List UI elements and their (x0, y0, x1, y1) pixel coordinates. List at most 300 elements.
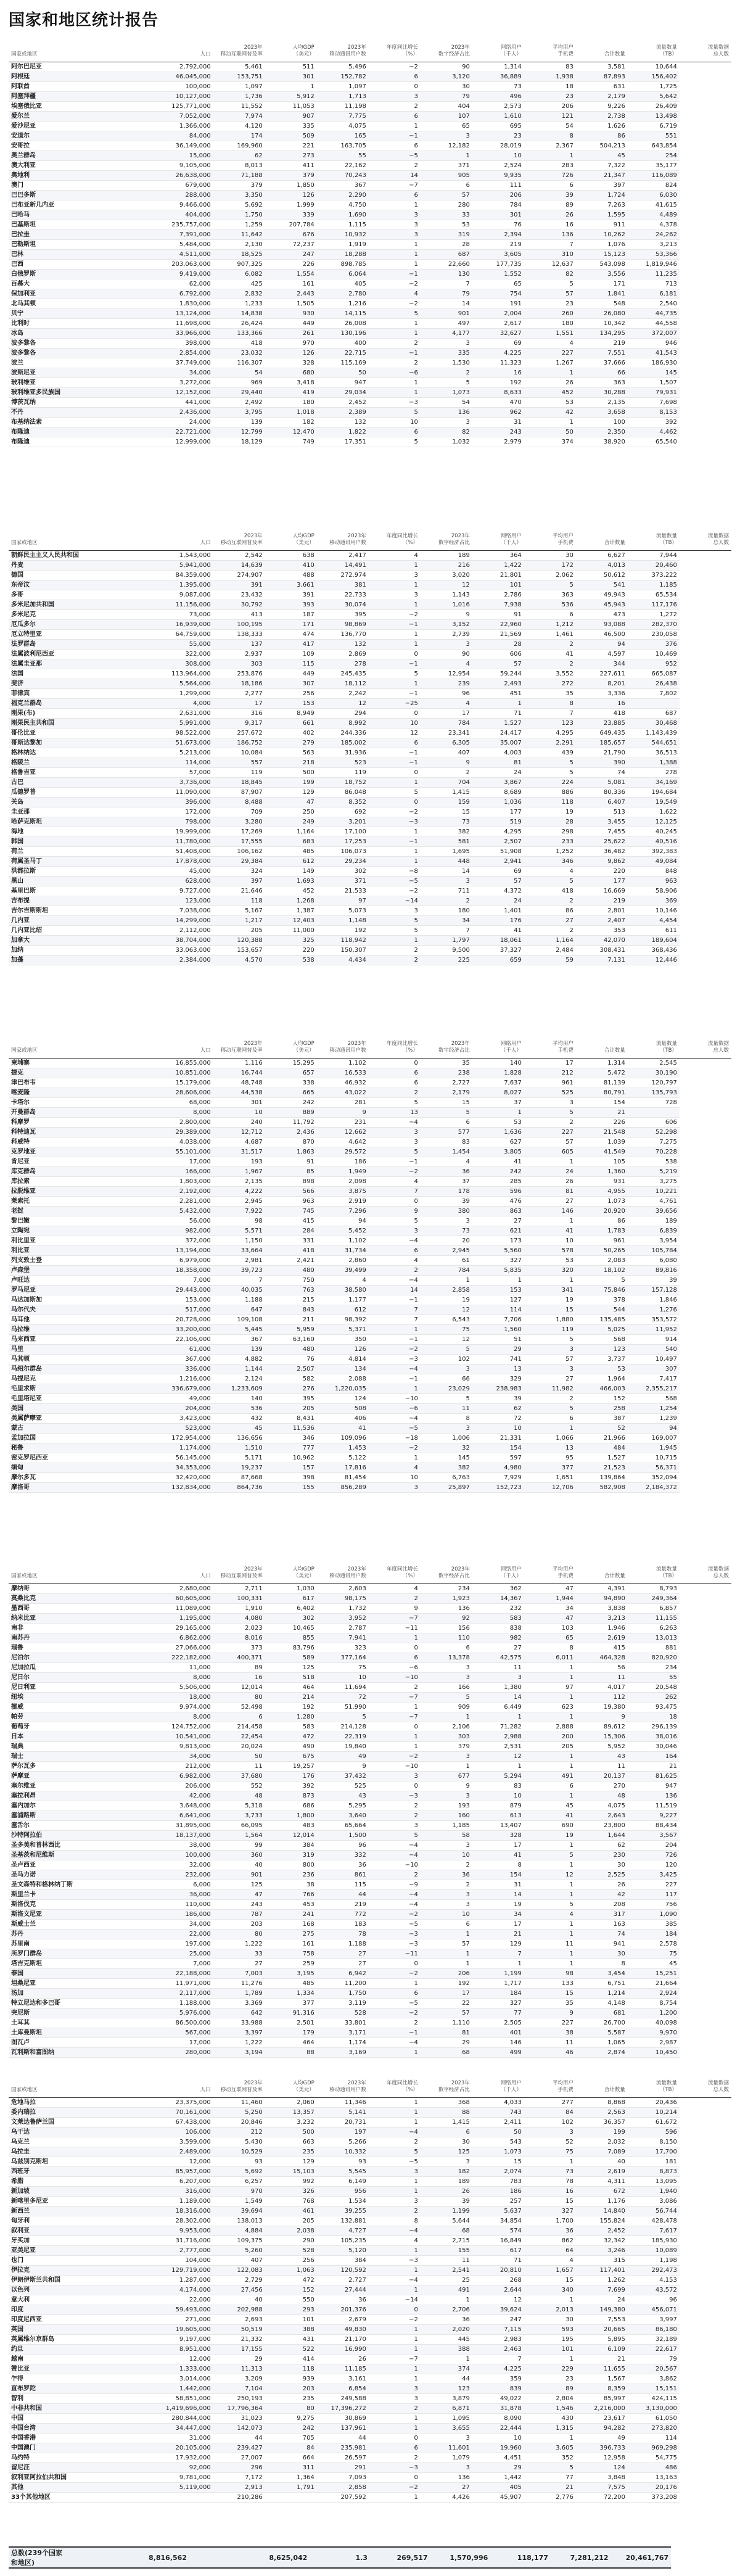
value-cell: 4,642 (317, 1137, 369, 1147)
value-cell: 491 (421, 2285, 472, 2295)
value-cell: 3,733 (213, 1811, 265, 1821)
value-cell: 49,000 (162, 1394, 213, 1404)
value-cell: 81 (524, 1187, 576, 1197)
value-cell: 909 (421, 1703, 472, 1712)
value-cell: 101 (524, 2345, 576, 2355)
value-cell: 10,262 (576, 230, 628, 240)
value-cell: 1,148 (317, 916, 369, 926)
value-cell: 3,213 (576, 1614, 628, 1624)
stats-table-3 (9, 1039, 731, 1493)
table-row (9, 378, 731, 388)
table-row (9, 2424, 731, 2434)
value-cell: 6 (524, 1414, 576, 1424)
value-cell: 36 (524, 2226, 576, 2236)
value-cell: 118 (524, 798, 576, 807)
value-cell: 2,777,000 (162, 2246, 213, 2256)
value-cell: 32 (421, 1443, 472, 1453)
value-cell: 109 (265, 650, 317, 659)
value-cell: 18,358,000 (162, 1266, 213, 1276)
value-cell: 261 (265, 329, 317, 339)
value-cell: 1,268 (265, 896, 317, 906)
value-cell: 870 (265, 1137, 317, 1147)
table-row (9, 699, 731, 709)
value-cell: 53 (524, 398, 576, 408)
value-cell: 32,342 (576, 2236, 628, 2246)
value-cell: 2,981 (213, 1256, 265, 1266)
value-cell: 181 (628, 2157, 680, 2167)
value-cell: 71,188 (213, 171, 265, 181)
value-cell: 84 (524, 2108, 576, 2118)
value-cell: 43 (576, 1752, 628, 1762)
value-cell: 243 (213, 1900, 265, 1910)
value-cell: −10 (369, 1762, 421, 1772)
value-cell: 89 (524, 200, 576, 210)
value-cell: 914 (628, 1335, 680, 1345)
value-cell: 5 (524, 768, 576, 778)
value-cell: 21,569 (472, 630, 524, 640)
value-cell: 6 (369, 72, 421, 82)
value-cell: 82 (421, 427, 472, 437)
value-cell: 132,881 (317, 2216, 369, 2226)
table-row (9, 2355, 731, 2364)
value-cell: 100,000 (162, 1851, 213, 1860)
value-cell: 4 (524, 867, 576, 877)
value-cell: 13,124,000 (162, 309, 213, 319)
value-cell: 11,200 (317, 1979, 369, 1989)
row-label-cell: 吉布提 (9, 896, 162, 906)
value-cell: 7,296 (317, 1207, 369, 1216)
value-cell: 132 (317, 418, 369, 427)
value-cell: 2,421 (265, 1256, 317, 1266)
table-row (9, 240, 731, 250)
value-cell: 7,941 (317, 1633, 369, 1643)
value-cell: 5,991,000 (162, 719, 213, 729)
value-cell: 9,105,000 (162, 161, 213, 171)
table-row (9, 2018, 731, 2028)
value-cell: 15,103 (265, 2167, 317, 2177)
value-cell: 1 (524, 2295, 576, 2305)
value-cell: 54 (524, 122, 576, 131)
value-cell: 464 (265, 2038, 317, 2048)
value-cell: 38,704,000 (162, 936, 213, 946)
value-cell: −1 (369, 349, 421, 358)
value-cell: 30 (524, 2315, 576, 2325)
row-label-cell: 瓦利斯和富图纳 (9, 2048, 162, 2058)
row-label-cell: 百慕大 (9, 279, 162, 289)
value-cell: 42,575 (472, 1653, 524, 1663)
value-cell: 194,684 (628, 788, 680, 798)
value-cell: 11,323 (472, 358, 524, 368)
value-cell: 1 (421, 2295, 472, 2305)
value-cell: 92 (421, 1614, 472, 1624)
value-cell: 889 (265, 1108, 317, 1118)
value-cell: 5,496 (317, 62, 369, 72)
value-cell: 1,188,000 (162, 1999, 213, 2008)
value-cell: 44,558 (628, 319, 680, 329)
value-cell: 2,729 (213, 2276, 265, 2285)
value-cell: 3,848 (576, 2473, 628, 2483)
value-cell: 215 (265, 1295, 317, 1305)
value-cell: 17,253 (317, 837, 369, 847)
value-cell: 323 (317, 1643, 369, 1653)
value-cell: 214,458 (213, 1722, 265, 1732)
value-cell: 14,639 (213, 561, 265, 571)
table-row (9, 279, 731, 289)
value-cell: 373 (213, 1643, 265, 1653)
value-cell: 1,189,000 (162, 2197, 213, 2207)
value-cell: 2,727 (317, 2276, 369, 2285)
value-cell: 2,367 (524, 141, 576, 151)
value-cell: 1,944 (524, 1594, 576, 1604)
column-header: 人均GDP （美元） (265, 1565, 317, 1584)
value-cell: 1 (421, 1959, 472, 1969)
value-cell: 5,642 (628, 92, 680, 102)
table-row (9, 1939, 731, 1949)
value-cell: 15 (472, 2157, 524, 2167)
value-cell: 4,489 (628, 210, 680, 220)
value-cell: 5,445 (213, 1325, 265, 1335)
value-cell: 6 (421, 1920, 472, 1930)
value-cell: 1,314 (576, 1059, 628, 1068)
value-cell: 1 (369, 1325, 421, 1335)
value-cell: −2 (369, 1345, 421, 1355)
value-cell: 18,137,000 (162, 1831, 213, 1841)
value-cell: 931 (576, 1177, 628, 1187)
column-header: 2023年 移动通讯用户数 (317, 1565, 369, 1584)
value-cell: 11,642 (213, 230, 265, 240)
value-cell: 5,895 (576, 2335, 628, 2345)
value-cell: 34,000 (162, 1920, 213, 1930)
column-header: 合计数量 (576, 532, 628, 551)
value-cell: 2,411 (472, 2118, 524, 2128)
value-cell: 119 (213, 768, 265, 778)
value-cell: 12,954 (421, 669, 472, 679)
value-cell: 38,000 (162, 1841, 213, 1851)
value-cell: 754 (472, 289, 524, 299)
page-title: 国家和地区统计报告 (9, 11, 159, 30)
value-cell: 327 (472, 1256, 524, 1266)
value-cell: 1 (524, 1959, 576, 1969)
value-cell: 5,564,000 (162, 679, 213, 689)
row-label-cell: 印度 (9, 2305, 162, 2315)
value-cell: 118 (265, 2364, 317, 2374)
total-label-cell: 总数(239个国家和地区) (9, 2547, 69, 2568)
table-row (9, 200, 731, 210)
value-cell: 12,014 (265, 1831, 317, 1841)
value-cell: 1,800 (265, 1811, 317, 1821)
value-cell: 205 (213, 926, 265, 936)
table-row (9, 1236, 731, 1246)
value-cell: 207,592 (317, 2493, 369, 2503)
value-cell: 6,402 (265, 1604, 317, 1614)
row-label-cell: 摩纳哥 (9, 1584, 162, 1594)
value-cell: 1 (369, 2048, 421, 2058)
row-label-cell: 黎巴嫩 (9, 1216, 162, 1226)
value-cell: 34,353,000 (162, 1463, 213, 1473)
value-cell: 308,000 (162, 659, 213, 669)
value-cell: 7 (472, 2355, 524, 2364)
value-cell: 9,813,000 (162, 1742, 213, 1752)
value-cell: −7 (369, 1712, 421, 1722)
table-row (9, 1742, 731, 1752)
table-row (9, 2207, 731, 2216)
table-row (9, 388, 731, 398)
value-cell: 3 (421, 339, 472, 349)
value-cell: 84 (265, 2443, 317, 2453)
table-row (9, 289, 731, 299)
value-cell: 226 (265, 260, 317, 270)
value-cell: 35,177 (628, 161, 680, 171)
table-row (9, 2128, 731, 2137)
value-cell: −7 (369, 181, 421, 191)
value-cell: 2,888 (524, 1722, 576, 1732)
value-cell: 206,000 (162, 1781, 213, 1791)
value-cell: 1 (369, 2335, 421, 2345)
value-cell: 1 (524, 2355, 576, 2364)
value-cell: 13,498 (628, 112, 680, 122)
value-cell: 72 (317, 1693, 369, 1703)
value-cell: 490 (265, 1742, 317, 1752)
value-cell: 541 (576, 580, 628, 590)
value-cell: −2 (369, 1167, 421, 1177)
value-cell: 182 (421, 2167, 472, 2177)
value-cell: 165 (317, 131, 369, 141)
value-cell: 13,407 (472, 1821, 524, 1831)
value-cell: 485 (265, 1979, 317, 1989)
value-cell: 10 (369, 1473, 421, 1483)
value-cell: 184 (628, 1930, 680, 1939)
table-row (9, 1315, 731, 1325)
value-cell: 2 (369, 358, 421, 368)
value-cell: 316 (213, 709, 265, 719)
value-cell: 548 (576, 299, 628, 309)
value-cell: 1,554 (265, 270, 317, 279)
value-cell: 136 (421, 1604, 472, 1614)
value-cell: 11 (576, 1673, 628, 1683)
value-cell: 17 (472, 1841, 524, 1851)
row-label-cell: 叙利亚阿拉伯共和国 (9, 2473, 162, 2483)
value-cell: 11,313 (213, 2364, 265, 2374)
row-label-cell: 巴勒斯坦 (9, 240, 162, 250)
row-label-cell: 孟加拉国 (9, 1434, 162, 1443)
value-cell: 1,395,000 (162, 580, 213, 590)
row-label-cell: 乌干达 (9, 2128, 162, 2137)
value-cell: −4 (369, 1841, 421, 1851)
value-cell: 6 (369, 1653, 421, 1663)
value-cell: 107 (421, 112, 472, 122)
value-cell: 367 (317, 181, 369, 191)
value-cell: 20,436 (628, 2098, 680, 2108)
value-cell: 10,342 (576, 319, 628, 329)
value-cell: 6 (369, 427, 421, 437)
value-cell: 85,997 (576, 2394, 628, 2404)
value-cell: 235,981 (317, 2443, 369, 2453)
value-cell: 1,185 (628, 580, 680, 590)
row-label-cell: 马其顿 (9, 1355, 162, 1364)
value-cell: 464 (265, 1683, 317, 1693)
column-header: 年度同比增长 （%） (369, 1039, 421, 1059)
value-cell: 18,845 (213, 778, 265, 788)
value-cell: 969 (213, 378, 265, 388)
table-row (9, 936, 731, 946)
value-cell: 676 (265, 230, 317, 240)
row-label-cell: 日本 (9, 1732, 162, 1742)
value-cell: 1,690 (317, 210, 369, 220)
value-cell: 10 (369, 418, 421, 427)
value-cell: 95 (524, 1453, 576, 1463)
value-cell: 745 (265, 1207, 317, 1216)
value-cell: 5,171 (213, 1453, 265, 1463)
value-cell: 1,850 (265, 181, 317, 191)
value-cell: −2 (369, 299, 421, 309)
table-row (9, 1781, 731, 1791)
value-cell: −1 (369, 748, 421, 758)
value-cell: 7 (472, 1949, 524, 1959)
value-cell: 193 (213, 1157, 265, 1167)
value-cell: 32,000 (162, 1860, 213, 1870)
value-cell: 44,538 (213, 1088, 265, 1098)
value-cell: 3 (369, 210, 421, 220)
value-cell: 49 (317, 1752, 369, 1762)
value-cell: 373,222 (628, 571, 680, 580)
column-header: 2023年 移动通讯用户数 (317, 43, 369, 62)
value-cell: 216 (421, 561, 472, 571)
value-cell: 0 (369, 1059, 421, 1068)
value-cell: 2,913 (213, 2483, 265, 2493)
value-cell: 75 (524, 2147, 576, 2157)
value-cell: 8,689 (472, 788, 524, 798)
value-cell: 239 (421, 679, 472, 689)
value-cell: 1,065 (576, 2038, 628, 2048)
value-cell: 16,849 (472, 2236, 524, 2246)
value-cell: 40,098 (628, 2018, 680, 2028)
row-label-cell: 塞尔维亚 (9, 1781, 162, 1791)
value-cell: 1 (524, 151, 576, 161)
value-cell: 4,378 (628, 220, 680, 230)
value-cell: 1,750 (317, 1989, 369, 1999)
table-row (9, 748, 731, 758)
value-cell: 1,287,000 (162, 2276, 213, 2285)
value-cell: 187 (265, 610, 317, 620)
value-cell: 1,199 (472, 1969, 524, 1979)
stats-table-5 (9, 2079, 731, 2503)
value-cell: 50 (472, 2128, 524, 2137)
value-cell: 7 (369, 1187, 421, 1197)
value-cell: 58,906 (628, 886, 680, 896)
value-cell: 6,751 (576, 1979, 628, 1989)
value-cell: 763 (265, 1286, 317, 1295)
value-cell: 35,007 (472, 738, 524, 748)
value-cell: 2,436,000 (162, 408, 213, 418)
value-cell: 5,318 (213, 1801, 265, 1811)
value-cell: 7 (369, 1305, 421, 1315)
value-cell: 1,143,439 (628, 729, 680, 738)
table-row (9, 788, 731, 798)
value-cell: 86,180 (628, 2325, 680, 2335)
table-row (9, 2236, 731, 2246)
value-cell: 242 (472, 1167, 524, 1177)
row-label-cell: 库克群岛 (9, 1167, 162, 1177)
value-cell: 4,080 (213, 1614, 265, 1624)
value-cell: 1 (369, 260, 421, 270)
value-cell: 5,912 (265, 92, 317, 102)
value-cell: 2,135 (576, 398, 628, 408)
value-cell: 2,013 (524, 2305, 576, 2315)
value-cell: 12,662 (317, 1128, 369, 1137)
table-row (9, 2414, 731, 2424)
table-header-row (9, 532, 731, 551)
value-cell: 557 (213, 758, 265, 768)
row-label-cell: 中国澳门 (9, 2443, 162, 2453)
value-cell: 4,434 (317, 956, 369, 965)
value-cell: 3,736,000 (162, 778, 213, 788)
value-cell: 155 (421, 2246, 472, 2256)
value-cell: 219 (317, 1900, 369, 1910)
table-row (9, 2364, 731, 2374)
value-cell: 381 (317, 580, 369, 590)
value-cell: 34,000 (162, 368, 213, 378)
column-header: 网络用户 （千人） (472, 1039, 524, 1059)
value-cell: −4 (369, 1851, 421, 1860)
table-row (9, 1979, 731, 1989)
value-cell: 235,757,000 (162, 220, 213, 230)
value-cell: 1,315 (524, 2424, 576, 2434)
value-cell: 3 (369, 2197, 421, 2207)
row-label-cell: 墨西哥 (9, 1604, 162, 1614)
table-row (9, 2147, 731, 2157)
value-cell: 1 (472, 1959, 524, 1969)
value-cell: 166,000 (162, 1167, 213, 1177)
value-cell: 6,862,000 (162, 1633, 213, 1643)
value-cell: 508 (317, 1404, 369, 1414)
value-cell: 9 (421, 1781, 472, 1791)
value-cell: 12,403 (265, 916, 317, 926)
value-cell: 11,053 (265, 102, 317, 112)
value-cell: 741 (472, 1355, 524, 1364)
value-cell: 3,952 (317, 1614, 369, 1624)
value-cell: 129 (472, 1939, 524, 1949)
value-cell: 26 (524, 1177, 576, 1187)
value-cell: 320 (524, 1266, 576, 1276)
column-header: 网络用户 （千人） (472, 532, 524, 551)
value-cell: 234 (421, 1584, 472, 1594)
row-label-cell: 尼日利亚 (9, 1683, 162, 1693)
value-cell: 185,930 (628, 2236, 680, 2246)
value-cell: 4,003 (472, 748, 524, 758)
table-row (9, 151, 731, 161)
value-cell: 369 (628, 896, 680, 906)
value-cell: 26 (524, 378, 576, 388)
value-cell: 9,275 (265, 2414, 317, 2424)
table-row (9, 1443, 731, 1453)
value-cell: 377,164 (317, 1653, 369, 1663)
value-cell: 36 (421, 2315, 472, 2325)
value-cell: 80 (213, 1930, 265, 1939)
value-cell: 1,195,000 (162, 1614, 213, 1624)
value-cell: 83 (524, 62, 576, 72)
value-cell: 856,289 (317, 1483, 369, 1493)
value-cell: 5,081 (576, 778, 628, 788)
value-cell: 285 (472, 1177, 524, 1187)
value-cell: 681 (576, 2008, 628, 2018)
row-label-cell: 土库曼斯坦 (9, 2028, 162, 2038)
value-cell: 963 (265, 1197, 317, 1207)
value-cell: 189 (421, 551, 472, 561)
table-row (9, 1384, 731, 1394)
value-cell: 2,706 (421, 2305, 472, 2315)
value-cell: 11,198 (317, 102, 369, 112)
row-label-cell: 其他 (9, 2483, 162, 2493)
